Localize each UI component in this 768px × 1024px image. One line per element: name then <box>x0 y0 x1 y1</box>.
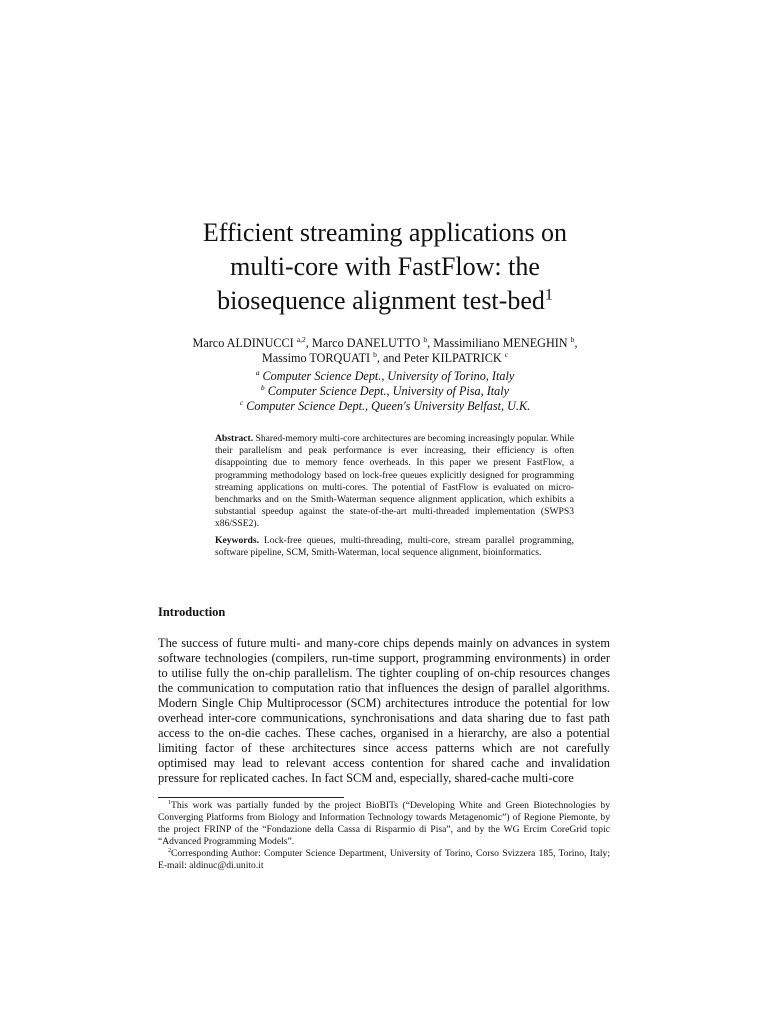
title-footnote-mark: 1 <box>544 286 553 304</box>
paper-title <box>150 216 620 318</box>
affiliation-pisa <box>140 384 630 399</box>
affiliation-text: Computer Science Dept., University of Torino, Italy <box>259 369 515 383</box>
author-aldinucci-affil: a,2 <box>296 334 306 344</box>
title-line-2: multi-core with FastFlow: the <box>230 252 540 281</box>
affiliation-list <box>140 369 630 414</box>
footnote-2 <box>158 848 610 872</box>
keywords-label: Keywords. <box>215 534 259 546</box>
footnote-rule <box>158 797 344 798</box>
footnote-1-mark: 1 <box>168 799 171 806</box>
abstract-paragraph <box>215 433 574 531</box>
affiliation-text: Computer Science Dept., University of Pisa, Italy <box>264 384 510 398</box>
footnote-2-mark: 2 <box>168 848 171 855</box>
author-separator: , <box>574 336 578 350</box>
title-line-3-text: biosequence alignment test-bed <box>217 286 545 315</box>
author-danelutto-affil: b <box>423 334 428 344</box>
footnote-2-text: Corresponding Author: Computer Science Department, University of Torino, Corso Svizzera 185, Torino, Italy; E-mail: aldinuc@di.unito.it <box>158 848 610 872</box>
abstract-label: Abstract. <box>215 433 254 444</box>
affiliation-torino <box>140 369 630 384</box>
footnotes <box>158 800 610 873</box>
introduction-paragraph: The success of future multi- and many-core chips depends mainly on advances in system software technologies (compilers, run-time support, programming environments) in order to utilise fully the on-chip parallelism. The tighter coupling of on-chip resources changes the communication to computation ratio that influences the design of parallel algorithms. Modern Single Chip Multiprocessor (SCM) architectures introduce the potential for low overhead inter-core communications, synchronisations and data sharing due to fast path access to the on-die caches. These caches, organised in a hierarchy, are also a potential limiting factor of these architectures since access patterns which are not carefully optimised may lead to relevant access contention for shared cache and invalidation pressure for replicated caches. In fact SCM and, especially, shared-cache multi-core <box>158 636 610 786</box>
author-list <box>140 336 630 366</box>
abstract-block <box>215 433 574 559</box>
introduction-body <box>158 636 610 786</box>
title-line-1: Efficient streaming applications on <box>202 218 568 247</box>
keywords-text: Lock-free queues, multi-threading, multi-core, stream parallel programming, software pipeline, SCM, Smith-Waterman, local sequence alignment, bioinformatics. <box>215 534 574 558</box>
affiliation-text: Computer Science Dept., Queen's University Belfast, U.K. <box>243 399 531 413</box>
footnote-1 <box>158 800 610 848</box>
author-kilpatrick: , and Peter KILPATRICK <box>376 351 505 365</box>
affiliation-belfast <box>140 399 630 414</box>
title-line-3 <box>150 284 620 318</box>
footnote-1-text: This work was partially funded by the project BioBITs (“Developing White and Green Biotechnologies by Converging Platforms from Biology and Information Technology towards Metagenomic”) of Regione Piemonte, by the project FRINP of the “Fondazione della Cassa di Risparmio di Pisa”, and by the WG Ercim CoreGrid topic “Advanced Programming Models”. <box>158 800 610 848</box>
affiliation-mark: a <box>255 367 260 377</box>
author-torquati-affil: b <box>373 349 377 359</box>
section-heading-introduction: Introduction <box>158 605 226 619</box>
keywords-paragraph <box>215 535 574 559</box>
author-kilpatrick-affil: c <box>504 349 509 359</box>
abstract-text: Shared-memory multi-core architectures are becoming increasingly popular. While their parallelism and peak performance is ever increasing, their efficiency is often disappointing due to memory fence overheads. In this paper we present FastFlow, a programming methodology based on lock-free queues explicitly designed for programming streaming applications on multi-cores. The potential of FastFlow is evaluated on micro-benchmarks and on the Smith-Waterman sequence alignment application, which exhibits a substantial speedup against the state-of-the-art multi-threaded implementation (SWPS3 x86/SSE2). <box>215 433 574 530</box>
author-meneghin-affil: b <box>570 334 575 344</box>
author-danelutto: , Marco DANELUTTO <box>305 336 424 350</box>
author-torquati: Massimo TORQUATI <box>261 351 374 365</box>
author-meneghin: , Massimiliano MENEGHIN <box>427 336 571 350</box>
affiliation-mark: c <box>239 397 244 407</box>
affiliation-mark: b <box>260 382 265 392</box>
author-aldinucci: Marco ALDINUCCI <box>192 336 297 350</box>
